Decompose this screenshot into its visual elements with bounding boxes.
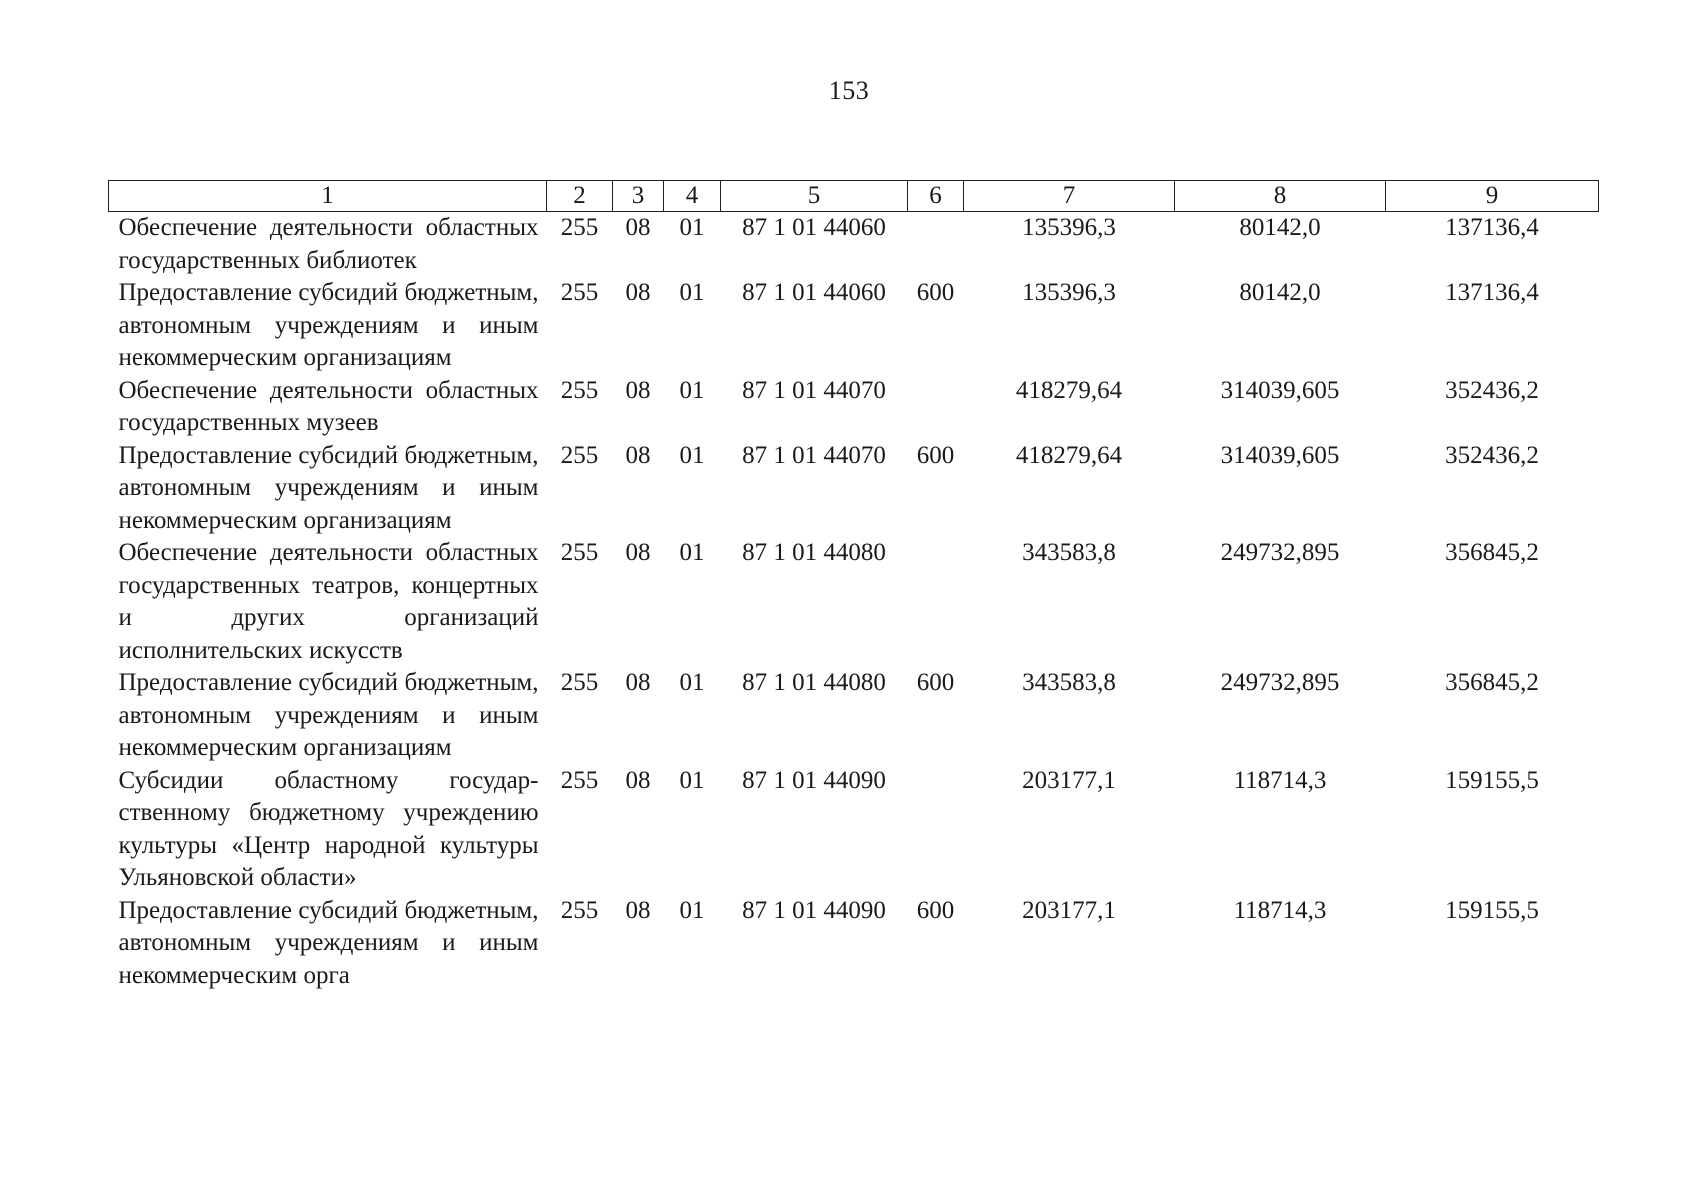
column-header-9: 9 [1386,181,1599,212]
section-code: 08 [625,669,651,696]
expense-type-code: 600 [916,896,955,924]
subsection-code: 01 [679,214,705,241]
page-number: 153 [828,76,870,105]
row-name: Предоставление субсидий бюджетным, автономным учреждениям и иным некоммерческим организациям [118,441,539,534]
expense-type-code [908,375,964,440]
table-row [109,375,1599,440]
amount-col9: 356845,2 [1445,669,1539,696]
expense-type-code [908,537,964,667]
target-code: 87 1 01 44080 [742,669,886,696]
row-name: Субсидии областному государственному бюджетному учреждению культуры «Центр народной культуры Ульяновской области» [118,766,539,891]
subsection-code: 01 [679,279,705,306]
target-code: 87 1 01 44060 [742,214,886,241]
table-row [109,765,1599,895]
amount-col9: 137136,4 [1445,279,1539,306]
amount-col7: 135396,3 [1022,279,1116,306]
column-header-8: 8 [1175,181,1386,212]
table-row [109,277,1599,375]
section-code: 08 [625,896,651,924]
amount-col7: 418279,64 [1015,441,1123,469]
row-name: Обеспечение деятельности областных государственных библиотек [118,214,539,274]
amount-col9: 159155,5 [1445,896,1539,924]
row-name: Обеспечение деятельности областных государственных театров, концертных и других организаций исполнительских искусств [118,539,539,664]
amount-col9: 137136,4 [1445,214,1539,241]
amount-col7: 203177,1 [1022,766,1116,794]
section-code: 08 [625,441,651,469]
subsection-code: 01 [679,669,705,696]
amount-col7: 418279,64 [1015,376,1123,404]
target-code: 87 1 01 44070 [742,441,886,469]
target-code: 87 1 01 44080 [742,539,886,566]
amount-col7: 343583,8 [1022,539,1116,566]
subsection-code: 01 [679,376,705,404]
row-name: Предоставление субсидий бюджетным, автономным учреждениям и иным некоммерческим организациям [118,279,539,371]
target-code: 87 1 01 44090 [742,896,886,924]
expense-type-code: 600 [916,669,955,696]
column-header-4: 4 [664,181,721,212]
amount-col9: 356845,2 [1445,539,1539,566]
amount-col8: 118714,3 [1233,766,1327,794]
table-row [109,440,1599,538]
amount-col9: 352436,2 [1445,441,1539,469]
row-name: Предоставление субсидий бюджетным, автономным учреждениям и иным некоммерческим организациям [118,669,539,761]
section-code: 08 [625,376,651,404]
amount-col8: 249732,895 [1220,539,1340,566]
amount-col9: 352436,2 [1445,376,1539,404]
ministry-code: 255 [560,896,599,924]
target-code: 87 1 01 44070 [742,376,886,404]
expense-type-code [908,765,964,895]
table-row [109,667,1599,765]
amount-col8: 314039,605 [1220,441,1340,469]
table-row [109,537,1599,667]
section-code: 08 [625,279,651,306]
ministry-code: 255 [560,669,599,696]
subsection-code: 01 [679,766,705,794]
amount-col9: 159155,5 [1445,766,1539,794]
ministry-code: 255 [560,441,599,469]
amount-col8: 80142,0 [1239,279,1321,306]
expense-type-code: 600 [916,279,955,306]
amount-col8: 314039,605 [1220,376,1340,404]
section-code: 08 [625,539,651,566]
table-row [109,895,1599,993]
ministry-code: 255 [560,214,599,241]
subsection-code: 01 [679,441,705,469]
amount-col8: 80142,0 [1239,214,1321,241]
row-name: Предоставление субсидий бюджетным, автономным учреждениям и иным некоммерческим орга [118,896,539,989]
amount-col7: 135396,3 [1022,214,1116,241]
ministry-code: 255 [560,376,599,404]
section-code: 08 [625,766,651,794]
amount-col7: 343583,8 [1022,669,1116,696]
column-header-6: 6 [908,181,964,212]
expense-type-code [908,212,964,278]
column-header-2: 2 [547,181,613,212]
amount-col8: 249732,895 [1220,669,1340,696]
target-code: 87 1 01 44090 [742,766,886,794]
amount-col8: 118714,3 [1233,896,1327,924]
table-header-row [109,181,1599,212]
row-name: Обеспечение деятельности областных государственных музеев [118,376,539,436]
column-header-5: 5 [721,181,908,212]
table-row [109,212,1599,278]
ministry-code: 255 [560,766,599,794]
expense-type-code: 600 [916,441,955,469]
ministry-code: 255 [560,279,599,306]
column-header-1: 1 [109,181,547,212]
column-header-7: 7 [964,181,1175,212]
target-code: 87 1 01 44060 [742,279,886,306]
amount-col7: 203177,1 [1022,896,1116,924]
subsection-code: 01 [679,896,705,924]
section-code: 08 [625,214,651,241]
ministry-code: 255 [560,539,599,566]
subsection-code: 01 [679,539,705,566]
column-header-3: 3 [613,181,664,212]
budget-table [108,180,1599,992]
